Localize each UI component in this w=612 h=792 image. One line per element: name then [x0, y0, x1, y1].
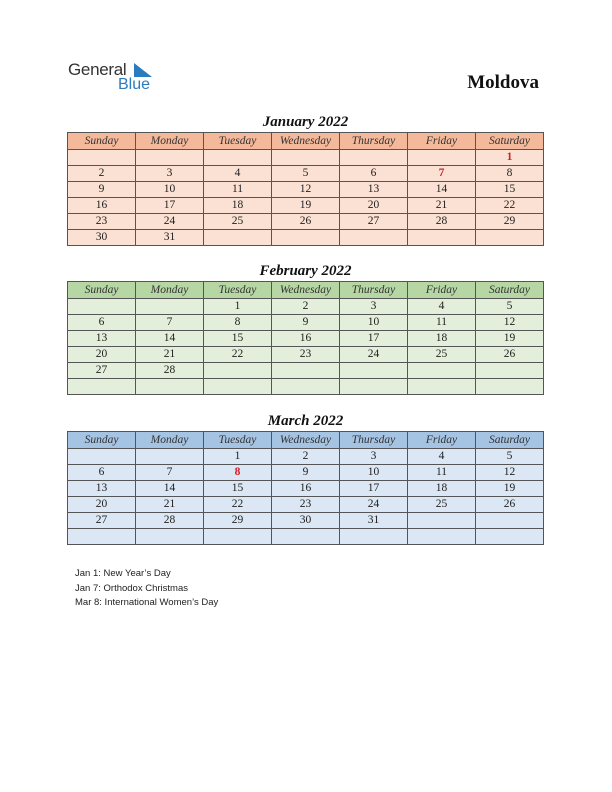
weekday-header-row — [68, 133, 544, 150]
weekday-header: Saturday — [476, 432, 544, 449]
empty-day-cell — [68, 379, 136, 395]
week-row — [68, 331, 544, 347]
day-cell: 19 — [476, 481, 544, 497]
day-cell: 31 — [340, 513, 408, 529]
generalblue-logo — [68, 60, 178, 100]
weekday-header: Saturday — [476, 282, 544, 299]
empty-day-cell — [476, 529, 544, 545]
day-cell: 8 — [204, 315, 272, 331]
week-row — [68, 182, 544, 198]
week-row — [68, 299, 544, 315]
day-cell: 10 — [136, 182, 204, 198]
empty-day-cell — [204, 150, 272, 166]
day-cell: 15 — [204, 481, 272, 497]
day-cell: 23 — [68, 214, 136, 230]
day-cell: 12 — [476, 465, 544, 481]
holiday-note: Jan 7: Orthodox Christmas — [75, 582, 188, 594]
day-cell: 6 — [68, 315, 136, 331]
day-cell: 2 — [272, 449, 340, 465]
week-row — [68, 315, 544, 331]
day-cell: 26 — [476, 497, 544, 513]
day-cell: 27 — [68, 363, 136, 379]
empty-day-cell — [408, 529, 476, 545]
empty-day-cell — [476, 230, 544, 246]
day-cell: 22 — [476, 198, 544, 214]
weekday-header: Tuesday — [204, 432, 272, 449]
day-cell: 28 — [408, 214, 476, 230]
weekday-header: Wednesday — [272, 133, 340, 150]
empty-day-cell — [340, 150, 408, 166]
empty-day-cell — [408, 379, 476, 395]
day-cell: 15 — [476, 182, 544, 198]
empty-day-cell — [272, 363, 340, 379]
empty-day-cell — [340, 379, 408, 395]
empty-day-cell — [136, 150, 204, 166]
weekday-header: Friday — [408, 432, 476, 449]
week-row — [68, 513, 544, 529]
day-cell: 1 — [204, 449, 272, 465]
day-cell: 7 — [136, 465, 204, 481]
weekday-header: Wednesday — [272, 282, 340, 299]
month-title: February 2022 — [259, 263, 352, 279]
day-cell: 30 — [68, 230, 136, 246]
day-cell: 23 — [272, 497, 340, 513]
day-cell: 26 — [476, 347, 544, 363]
day-cell: 28 — [136, 363, 204, 379]
empty-day-cell — [408, 150, 476, 166]
day-cell: 24 — [340, 497, 408, 513]
day-cell: 13 — [340, 182, 408, 198]
day-cell: 16 — [68, 198, 136, 214]
empty-day-cell — [272, 230, 340, 246]
calendar-grid — [67, 281, 544, 395]
empty-day-cell — [136, 449, 204, 465]
calendar-body — [68, 150, 544, 246]
day-cell: 6 — [340, 166, 408, 182]
day-cell: 6 — [68, 465, 136, 481]
month-february — [67, 261, 544, 395]
week-row — [68, 497, 544, 513]
day-cell: 4 — [204, 166, 272, 182]
day-cell: 21 — [136, 497, 204, 513]
weekday-header: Thursday — [340, 432, 408, 449]
empty-day-cell — [136, 379, 204, 395]
weekday-header: Wednesday — [272, 432, 340, 449]
day-cell: 1 — [476, 150, 544, 166]
day-cell: 5 — [272, 166, 340, 182]
day-cell: 11 — [204, 182, 272, 198]
empty-day-cell — [204, 379, 272, 395]
day-cell: 14 — [136, 481, 204, 497]
day-cell: 20 — [340, 198, 408, 214]
day-cell: 18 — [408, 331, 476, 347]
weekday-header: Tuesday — [204, 282, 272, 299]
week-row — [68, 198, 544, 214]
day-cell: 7 — [408, 166, 476, 182]
week-row — [68, 481, 544, 497]
week-row — [68, 230, 544, 246]
day-cell: 22 — [204, 497, 272, 513]
weekday-header: Thursday — [340, 133, 408, 150]
empty-day-cell — [204, 230, 272, 246]
empty-day-cell — [340, 529, 408, 545]
weekday-header: Sunday — [68, 133, 136, 150]
month-title: March 2022 — [267, 413, 344, 429]
weekday-header-row — [68, 432, 544, 449]
day-cell: 7 — [136, 315, 204, 331]
day-cell: 20 — [68, 347, 136, 363]
weekday-header: Friday — [408, 282, 476, 299]
empty-day-cell — [476, 379, 544, 395]
empty-day-cell — [408, 513, 476, 529]
day-cell: 31 — [136, 230, 204, 246]
empty-day-cell — [272, 379, 340, 395]
day-cell: 21 — [408, 198, 476, 214]
day-cell: 3 — [340, 449, 408, 465]
weekday-header: Saturday — [476, 133, 544, 150]
empty-day-cell — [204, 363, 272, 379]
day-cell: 4 — [408, 299, 476, 315]
empty-day-cell — [340, 230, 408, 246]
calendar-body — [68, 299, 544, 395]
weekday-header-row — [68, 282, 544, 299]
day-cell: 4 — [408, 449, 476, 465]
day-cell: 14 — [136, 331, 204, 347]
week-row — [68, 166, 544, 182]
empty-day-cell — [272, 150, 340, 166]
day-cell: 16 — [272, 331, 340, 347]
day-cell: 23 — [272, 347, 340, 363]
day-cell: 2 — [272, 299, 340, 315]
day-cell: 10 — [340, 315, 408, 331]
day-cell: 9 — [272, 315, 340, 331]
day-cell: 22 — [204, 347, 272, 363]
weekday-header: Thursday — [340, 282, 408, 299]
day-cell: 8 — [204, 465, 272, 481]
empty-day-cell — [476, 363, 544, 379]
day-cell: 5 — [476, 299, 544, 315]
logo-word-general: General — [68, 60, 127, 79]
day-cell: 29 — [476, 214, 544, 230]
day-cell: 29 — [204, 513, 272, 529]
logo-triangle-icon — [134, 63, 152, 77]
day-cell: 2 — [68, 166, 136, 182]
day-cell: 13 — [68, 331, 136, 347]
week-row — [68, 150, 544, 166]
weekday-header: Tuesday — [204, 133, 272, 150]
day-cell: 30 — [272, 513, 340, 529]
day-cell: 28 — [136, 513, 204, 529]
day-cell: 12 — [476, 315, 544, 331]
day-cell: 17 — [136, 198, 204, 214]
calendar-grid — [67, 431, 544, 545]
empty-day-cell — [136, 299, 204, 315]
week-row — [68, 214, 544, 230]
empty-day-cell — [408, 230, 476, 246]
month-january — [67, 112, 544, 246]
day-cell: 10 — [340, 465, 408, 481]
month-title: January 2022 — [262, 114, 349, 130]
country-title: Moldova — [467, 72, 539, 93]
day-cell: 17 — [340, 481, 408, 497]
empty-day-cell — [272, 529, 340, 545]
empty-day-cell — [68, 299, 136, 315]
day-cell: 14 — [408, 182, 476, 198]
day-cell: 27 — [68, 513, 136, 529]
month-march — [67, 411, 544, 545]
empty-day-cell — [68, 449, 136, 465]
empty-day-cell — [204, 529, 272, 545]
day-cell: 20 — [68, 497, 136, 513]
day-cell: 19 — [272, 198, 340, 214]
day-cell: 11 — [408, 315, 476, 331]
empty-day-cell — [68, 529, 136, 545]
day-cell: 9 — [272, 465, 340, 481]
day-cell: 25 — [408, 497, 476, 513]
day-cell: 13 — [68, 481, 136, 497]
weekday-header: Monday — [136, 282, 204, 299]
weekday-header: Monday — [136, 133, 204, 150]
week-row — [68, 363, 544, 379]
day-cell: 5 — [476, 449, 544, 465]
weekday-header: Sunday — [68, 282, 136, 299]
day-cell: 8 — [476, 166, 544, 182]
day-cell: 24 — [136, 214, 204, 230]
holiday-note: Mar 8: International Women’s Day — [75, 597, 219, 608]
calendar-body — [68, 449, 544, 545]
day-cell: 15 — [204, 331, 272, 347]
day-cell: 18 — [204, 198, 272, 214]
day-cell: 3 — [136, 166, 204, 182]
week-row — [68, 449, 544, 465]
day-cell: 3 — [340, 299, 408, 315]
calendar-grid — [67, 132, 544, 246]
holiday-notes — [75, 567, 218, 611]
week-row — [68, 529, 544, 545]
empty-day-cell — [136, 529, 204, 545]
holiday-note: Jan 1: New Year’s Day — [75, 568, 171, 579]
day-cell: 19 — [476, 331, 544, 347]
weekday-header: Monday — [136, 432, 204, 449]
day-cell: 25 — [408, 347, 476, 363]
week-row — [68, 379, 544, 395]
day-cell: 27 — [340, 214, 408, 230]
day-cell: 26 — [272, 214, 340, 230]
day-cell: 1 — [204, 299, 272, 315]
day-cell: 11 — [408, 465, 476, 481]
weekday-header: Sunday — [68, 432, 136, 449]
day-cell: 24 — [340, 347, 408, 363]
day-cell: 17 — [340, 331, 408, 347]
week-row — [68, 465, 544, 481]
day-cell: 12 — [272, 182, 340, 198]
week-row — [68, 347, 544, 363]
day-cell: 25 — [204, 214, 272, 230]
empty-day-cell — [408, 363, 476, 379]
day-cell: 18 — [408, 481, 476, 497]
empty-day-cell — [476, 513, 544, 529]
logo-word-blue: Blue — [118, 76, 151, 93]
day-cell: 21 — [136, 347, 204, 363]
empty-day-cell — [340, 363, 408, 379]
day-cell: 16 — [272, 481, 340, 497]
empty-day-cell — [68, 150, 136, 166]
day-cell: 9 — [68, 182, 136, 198]
weekday-header: Friday — [408, 133, 476, 150]
